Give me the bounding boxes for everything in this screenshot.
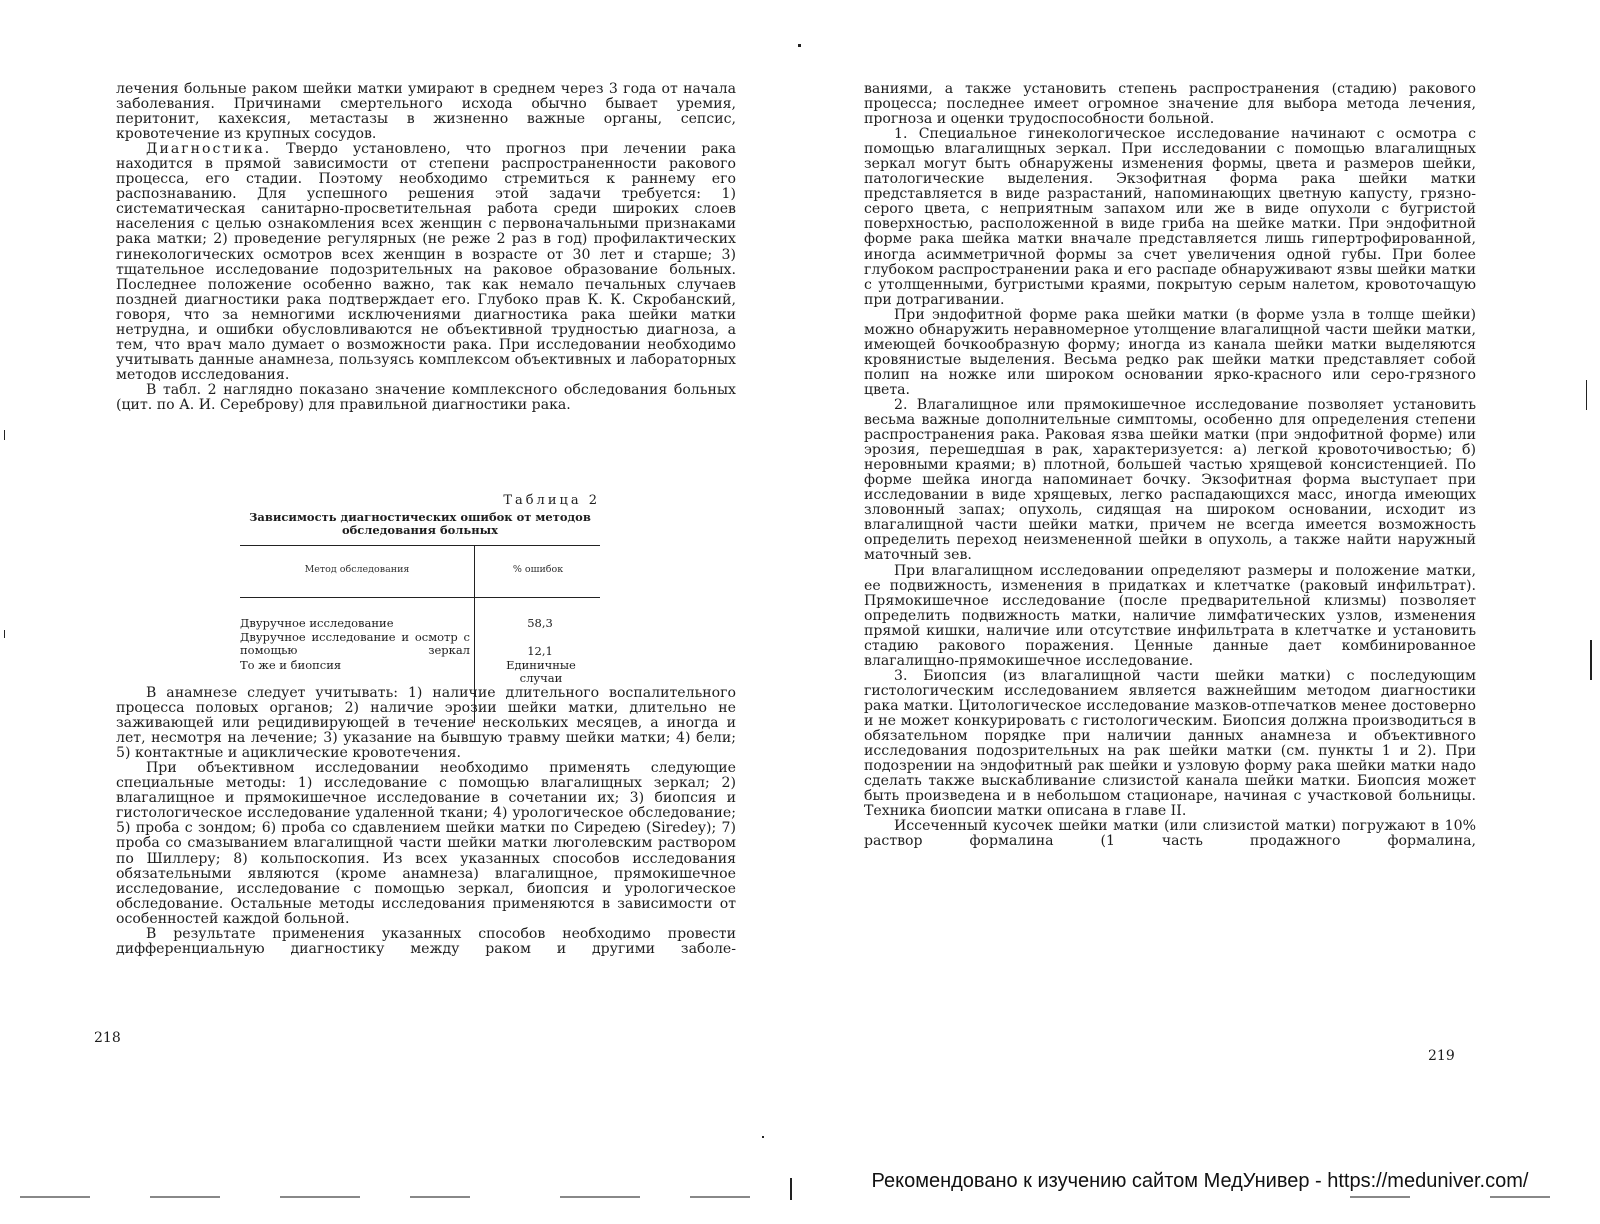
paragraph: лечения больные раком шейки матки умирают в среднем через 3 года от начала заболевания. Причинами смертельного исхода обычно бывает уремия, перитонит, кахексия, метастазы в жизненно важные органы, сепсис, кровотечение из крупных сосудов. bbox=[116, 81, 736, 143]
table-row-method: Двуручное исследование bbox=[240, 616, 394, 630]
scan-speck bbox=[4, 630, 5, 638]
paragraph: В результате применения указанных способов необходимо провести дифференциальную диагностику между раком и другими заболе- bbox=[116, 925, 736, 957]
scan-edge bbox=[280, 1196, 360, 1198]
paragraph: 3. Биопсия (из влагалищной части шейки матки) с последующим гистологическим исследованием является важнейшим методом диагностики рака матки. Цитологическое исследование мазков-отпечатков менее достоверно и не может конкурировать с гистологическим. Биопсия должна производиться в обязательном порядке при наличии данных анамнеза и объективного исследования подозрительных на рак шейки матки (см. пункты 1 и 2). При подозрении на эндофитный рак шейки и узловую форму рака шейки матки надо сделать также выскабливание слизистой канала шейки матки. Биопсия может быть произведена и в небольшом стационаре, начиная с участковой больницы. Техника биопсии матки описана в главе II. bbox=[864, 667, 1476, 820]
scan-edge bbox=[1590, 640, 1592, 680]
scan-speck bbox=[762, 1136, 764, 1138]
table-row-method: Двуручное исследование и осмотр с помощью зеркал bbox=[240, 630, 470, 657]
table-row-errors: Единичные случаи bbox=[506, 658, 576, 685]
table-header-rule bbox=[240, 597, 600, 598]
paragraph-text: Твердо установлено, что прогноз при лечении рака находится в прямой зависимости от степени распространенности ракового процесса, его стадии. Поэтому необходимо стремиться к раннему его распознаванию. Для успешного решения этой задачи требуется: 1) систематическая санитарно-просветительная работа среди широких слоев населения с целью ознакомления всех женщин с первоначальными признаками рака матки; 2) проведение регулярных (не реже 2 раз в год) профилактических гинекологических осмотров всех женщин в возрасте от 30 лет и старше; 3) тщательное исследование подозрительных на раковое образование больных. Последнее положение особенно важно, так как немало печальных случаев поздней диагностики рака подтверждает его. Глубоко прав К. К. Скробанский, говоря, что за немногими исключениями диагностика рака шейки матки нетрудна, и ошибки обусловливаются не объективной трудностью диагноза, а тем, что врач мало думает о возможности рака. При исследовании необходимо учитывать данные анамнеза, пользуясь комплексом объективных и лабораторных методов исследования. bbox=[116, 141, 736, 383]
diagnostics-paragraph bbox=[116, 142, 736, 383]
scan-edge bbox=[560, 1196, 640, 1198]
table-row-method: То же и биопсия bbox=[240, 658, 342, 672]
paragraph: Иссеченный кусочек шейки матки (или слизистой матки) погружают в 10% раствор формалина (1 часть продажного формалина, bbox=[864, 818, 1476, 850]
left-text-column-top bbox=[116, 82, 736, 413]
page-number: 218 bbox=[94, 1030, 121, 1046]
table-header-errors: % ошибок bbox=[512, 564, 564, 575]
scan-edge bbox=[1350, 1196, 1410, 1198]
paragraph: В анамнезе следует учитывать: 1) наличие длительного воспалительного процесса половых органов; 2) наличие эрозии шейки матки, длительно не заживающей или рецидивирующей в течение нескольких месяцев, а иногда и лет, несмотря на лечение; 3) указание на бывшую травму шейки матки; 4) бели; 5) контактные и ациклические кровотечения. bbox=[116, 685, 736, 762]
scan-edge bbox=[690, 1196, 750, 1198]
scan-speck bbox=[798, 44, 801, 47]
scan-edge bbox=[150, 1196, 220, 1198]
scan-edge bbox=[20, 1196, 90, 1198]
paragraph: ваниями, а также установить степень распространения (стадию) ракового процесса; последнее имеет огромное значение для выбора метода лечения, прогноза и оценки трудоспособности больной. bbox=[864, 81, 1476, 128]
scan-edge bbox=[1490, 1196, 1550, 1198]
table-title: Зависимость диагностических ошибок от методов обследования больных bbox=[249, 510, 591, 537]
scan-speck bbox=[4, 430, 5, 440]
paragraph: 1. Специальное гинекологическое исследование начинают с осмотра с помощью влагалищных зеркал. При исследовании с помощью влагалищных зеркал могут быть обнаружены изменения формы, цвета и размеров шейки, патологические выделения. Экзофитная форма рака шейки матки представляется в виде разрастаний, напоминающих цветную капусту, грязно-серого цвета, с неприятным запахом или же в виде опухоли с бугристой поверхностью, расположенной в виде гриба на шейке матки. При эндофитной форме рака шейка матки вначале представляется лишь гипертрофированной, иногда асимметричной формы за счет увеличения одной губы. При более глубоком распространении рака и его распаде обнаруживают язвы шейки матки с утолщенными, бугристыми краями, покрытую серым налетом, кровоточащую при дотрагивании. bbox=[864, 126, 1476, 308]
paragraph: При эндофитной форме рака шейки матки (в форме узла в толще шейки) можно обнаружить неравномерное утолщение влагалищной части шейки матки, имеющей бочкообразную форму; иногда из канала шейки матки выделяются кровянистые выделения. Весьма редко рак шейки матки представляет собой полип на ножке или широком основании ярко-красного или серо-грязного цвета. bbox=[864, 306, 1476, 398]
page-number: 219 bbox=[1428, 1048, 1455, 1064]
table-top-rule bbox=[240, 545, 600, 546]
table-row-errors: 12,1 bbox=[527, 644, 553, 658]
paragraph: В табл. 2 наглядно показано значение комплексного обследования больных (цит. по А. И. Сереброву) для правильной диагностики рака. bbox=[116, 381, 736, 413]
paragraph: При влагалищном исследовании определяют размеры и положение матки, ее подвижность, изменения в придатках и клетчатке (раковый инфильтрат). Прямокишечное исследование (после предварительной клизмы) позволяет определить подвижность матки, наличие лимфатических узлов, изменения прямой кишки, наличие или отсутствие инфильтрата в клетчатке и установить стадию ракового поражения. Ценные данные дает комбинированное влагалищно-прямокишечное исследование. bbox=[864, 562, 1476, 669]
left-text-column-bottom bbox=[116, 686, 736, 957]
section-heading: Диагностика. bbox=[146, 141, 272, 158]
table-number: Таблица 2 bbox=[503, 493, 600, 508]
right-page bbox=[800, 0, 1600, 1224]
scan-speck bbox=[790, 1178, 792, 1200]
right-text-column bbox=[864, 82, 1476, 849]
scan-edge bbox=[1586, 380, 1587, 410]
paragraph: 2. Влагалищное или прямокишечное исследование позволяет установить весьма важные дополнительные симптомы, особенно для определения степени распространения рака. Раковая язва шейки матки (при эндофитной форме) или эрозия, перешедшая в рак, характеризуется: а) легкой кровоточивостью; б) неровными краями; в) плотной, большей частью хрящевой консистенцией. По форме шейка иногда напоминает бочку. Экзофитная форма выступает при исследовании в виде хрящевых, легко распадающихся масс, иногда имеющих зловонный запах; опухоль, сидящая на широком основании, исходит из влагалищной части шейки матки, причем не всегда имеется возможность определить переход неизмененной шейки в опухоль, а также найти наружный маточный зев. bbox=[864, 396, 1476, 564]
scan-edge bbox=[410, 1196, 470, 1198]
paragraph: При объективном исследовании необходимо применять следующие специальные методы: 1) исследование с помощью влагалищных зеркал; 2) влагалищное и прямокишечное исследование в сочетании их; 3) биопсия и гистологическое исследование удаленной ткани; 4) урологическое обследование; 5) проба с зондом; 6) проба со сдавлением шейки матки по Сиредею (Siredey); 7) проба со смазыванием влагалищной части шейки матки люголевским раствором по Шиллеру; 8) кольпоскопия. Из всех указанных способов исследования обязательными являются (кроме анамнеза) влагалищное, прямокишечное исследование, исследование с помощью зеркал, биопсия и урологическое обследование. Остальные методы исследования применяются в зависимости от особенностей каждой больной. bbox=[116, 760, 736, 927]
table-row-errors: 58,3 bbox=[527, 616, 553, 630]
table-header-method: Метод обследования bbox=[304, 564, 410, 575]
footer-recommendation: Рекомендовано к изучению сайтом МедУнивер - https://meduniver.com/ bbox=[871, 1170, 1529, 1192]
